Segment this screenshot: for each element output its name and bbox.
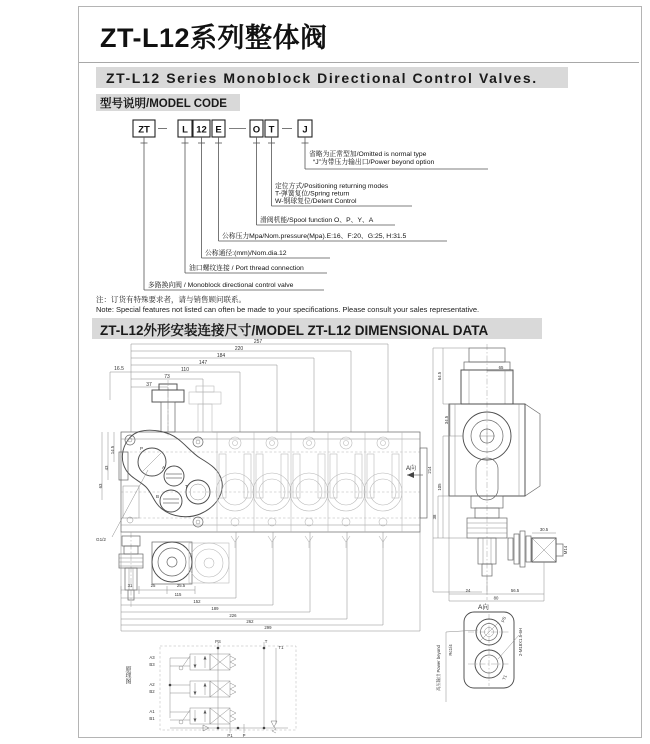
rc-label: Rc1/4 [448, 644, 453, 656]
dim: 34.5 [444, 415, 449, 425]
dim: 37 [146, 382, 152, 388]
schematic-bottom [169, 647, 277, 738]
arrowhead [407, 472, 414, 478]
front-port-knobs [152, 542, 229, 584]
dim: 189 [211, 606, 219, 611]
port-ps-label: PS [500, 615, 507, 624]
page-title: ZT-L12系列整体阀 [100, 23, 328, 53]
dimensional-heading-text: ZT-L12外形安装连接尺寸/MODEL ZT-L12 DIMENSIONAL DATA [100, 322, 489, 338]
side-view [427, 344, 568, 601]
dim: 30.5 [539, 527, 549, 532]
callout-line: 油口螺纹连接 / Port thread connection [189, 265, 304, 272]
port-label: P1 [227, 733, 233, 738]
callout-line: 公称通径:(mm)/Nom.dia.12 [205, 250, 287, 257]
view-a-title: A向 [478, 604, 489, 611]
dim: 56.5 [510, 588, 520, 593]
port-label: A3 [149, 655, 155, 660]
dim: 115 [174, 592, 182, 597]
schematic-valve [149, 654, 236, 670]
dim: 110 [181, 367, 189, 373]
callout-line: 定位方式/Positioning returning modes [275, 183, 389, 190]
thread-g12-label: G1/2 [96, 537, 106, 542]
dim: 38 [432, 514, 437, 520]
side-bottom-dimensions [449, 496, 544, 601]
dim: 31 [127, 583, 133, 588]
dim: 63 [98, 483, 103, 489]
segment-12: 12 [196, 124, 207, 136]
callout-line: 滑阀机能/Spool function O、P、Y、A [260, 217, 374, 224]
port-t-label: T [185, 484, 188, 489]
view-a-arrow [406, 464, 423, 478]
port-label: T1 [278, 645, 284, 650]
view-a-detail [435, 602, 523, 702]
callout-line: 多路换向阀 / Monoblock directional control valve [148, 282, 294, 289]
callout-line: T-弹簧复位/Spring return [275, 190, 350, 198]
power-beyond-label: 高压输出 Power beyond [436, 645, 441, 691]
dim: 64.5 [437, 371, 442, 381]
front-relief-valve [119, 532, 143, 608]
side-left-dimensions [427, 348, 513, 592]
view-a-arrow-label: A向 [406, 466, 417, 472]
port-b-label: B [156, 494, 160, 499]
dim: 73 [164, 374, 170, 380]
port-label: B2 [149, 689, 155, 694]
front-valve-bank [121, 432, 427, 532]
side-lever [508, 527, 568, 567]
port-p-label: P [140, 446, 144, 451]
port-label: A1 [149, 709, 155, 714]
dim: 147 [198, 360, 208, 366]
front-left-dimensions [98, 432, 115, 500]
dim: 25 [150, 583, 156, 588]
port-label: T [264, 639, 268, 644]
segment-j: J [302, 124, 308, 136]
title-divider [79, 62, 639, 63]
callout-line: 省略为正常型加/Omitted is normal type [309, 151, 427, 158]
port-a-label: A [162, 465, 166, 470]
port-t1-label: T1 [501, 674, 508, 681]
dim: 257 [253, 339, 263, 345]
dim: 105 [437, 483, 442, 491]
model-code-callout-j [302, 137, 489, 169]
port-label: A2 [149, 682, 155, 687]
segment-o: O [252, 124, 261, 136]
model-code-boxes [133, 120, 312, 137]
dim: 80 [493, 595, 499, 601]
segment-t: T [268, 124, 275, 136]
dimensional-drawing [78, 340, 642, 738]
front-bottom-small-dimensions [121, 583, 195, 594]
dim: 184 [216, 353, 226, 359]
front-handle-phantom [189, 386, 221, 432]
note-en: Note: Special features not listed can often be made to your specifications. Please consult your sales representative. [96, 305, 480, 314]
callout-line: “J”为带压力输出口/Power beyond option [313, 159, 435, 166]
front-top-dimensions [110, 339, 388, 432]
model-code-diagram [96, 112, 556, 297]
note-cn: 注：订货有特殊要求者，请与销售顾问联系。 [96, 295, 246, 304]
port-label: P [242, 733, 246, 738]
front-handle-solid [152, 380, 184, 436]
dim: 65 [498, 365, 504, 370]
segment-zt: ZT [138, 124, 150, 136]
port-label: B1 [149, 716, 155, 721]
dim: 262 [246, 619, 254, 624]
hydraulic-schematic [124, 639, 296, 738]
dim: M14 [563, 545, 568, 555]
port-label: B3 [149, 662, 155, 667]
dim: 24 [465, 588, 471, 593]
model-code-heading-text: 型号说明/MODEL CODE [100, 97, 227, 110]
dim: 16.5 [114, 366, 124, 372]
dim: 299 [264, 625, 272, 630]
dim: 43 [104, 465, 109, 471]
dim: 226 [229, 613, 237, 618]
model-code-callout-positioning [268, 137, 412, 206]
schematic-title: 原理图 [124, 666, 130, 684]
model-code-heading [96, 94, 240, 111]
dim: 152 [193, 599, 201, 604]
dim: 220 [234, 346, 244, 352]
dim: 25.5 [176, 583, 186, 588]
dim: 214 [427, 466, 432, 474]
callout-line: 公称压力Mpa/Nom.pressure(Mpa).E:16、F:20、G:25, H:31.5 [222, 233, 407, 240]
callout-line: W-钢球复位/Detent Control [275, 198, 357, 205]
thread-spec-label: 2-M18X1.5-6H [518, 628, 523, 656]
subtitle-text: ZT-L12 Series Monoblock Directional Control Valves. [106, 69, 538, 86]
segment-e: E [215, 124, 222, 136]
dimensional-heading [92, 318, 542, 339]
dim: 14.5 [110, 445, 115, 455]
notes [96, 295, 479, 315]
subtitle-banner [96, 67, 568, 88]
front-view [96, 339, 427, 631]
front-phantom-sections [216, 432, 402, 548]
schematic-valve [149, 681, 236, 697]
segment-l: L [182, 124, 188, 136]
port-label: PS [215, 639, 221, 644]
schematic-valve [149, 708, 236, 724]
